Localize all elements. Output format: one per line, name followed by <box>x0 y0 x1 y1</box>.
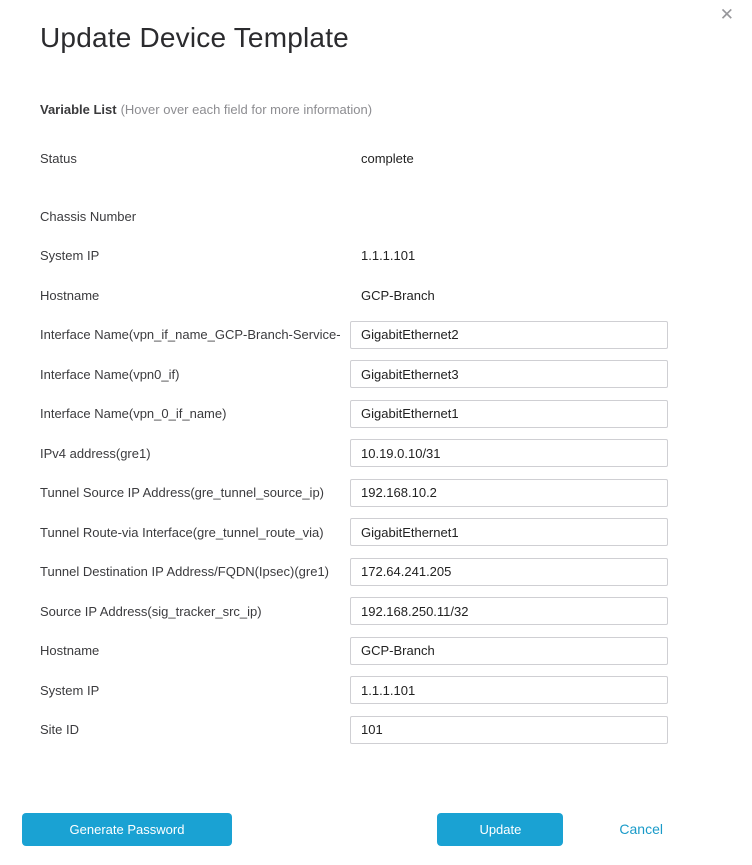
hostname-static-label: Hostname <box>40 287 100 303</box>
field-row-hostname <box>40 631 668 671</box>
gre-tunnel-source-ip-label: Tunnel Source IP Address(gre_tunnel_source_ip) <box>40 485 325 501</box>
sig-tracker-src-ip-input[interactable] <box>350 597 668 625</box>
hostname-label: Hostname <box>40 643 100 659</box>
vpn-if-name-service-input[interactable] <box>350 321 668 349</box>
page-title: Update Device Template <box>40 22 349 53</box>
field-row-sig-tracker-src-ip <box>40 592 668 632</box>
variable-list <box>40 139 668 750</box>
field-row-hostname-static <box>40 276 668 316</box>
vpn-if-name-service-label: Interface Name(vpn_if_name_GCP-Branch-Service- <box>40 327 341 343</box>
chassis-number-label: Chassis Number <box>40 208 137 224</box>
site-id-label: Site ID <box>40 722 80 738</box>
field-row-system-ip <box>40 671 668 711</box>
sig-tracker-src-ip-label: Source IP Address(sig_tracker_src_ip) <box>40 603 262 619</box>
update-button[interactable]: Update <box>437 813 563 846</box>
field-row-tunnel-destination <box>40 552 668 592</box>
vpn-0-if-name-label: Interface Name(vpn_0_if_name) <box>40 406 227 422</box>
variable-list-header <box>40 102 752 117</box>
field-row-gre-tunnel-source-ip <box>40 473 668 513</box>
gre-tunnel-route-via-label: Tunnel Route-via Interface(gre_tunnel_route_via) <box>40 524 324 540</box>
status-value: complete <box>361 151 414 167</box>
field-row-vpn-0-if-name <box>40 394 668 434</box>
variable-list-hint: (Hover over each field for more information) <box>120 102 373 117</box>
gre-tunnel-source-ip-input[interactable] <box>350 479 668 507</box>
field-row-vpn-if-name-service <box>40 315 668 355</box>
variable-list-title: Variable List <box>40 102 117 117</box>
field-row-system-ip-static <box>40 236 668 276</box>
dialog-footer <box>0 813 752 846</box>
vpn0-if-label: Interface Name(vpn0_if) <box>40 366 180 382</box>
cancel-button[interactable]: Cancel <box>619 821 663 837</box>
gre-tunnel-route-via-input[interactable] <box>350 518 668 546</box>
vpn0-if-input[interactable] <box>350 360 668 388</box>
field-row-status <box>40 139 668 179</box>
generate-password-button[interactable]: Generate Password <box>22 813 232 846</box>
field-row-chassis-number <box>40 197 668 237</box>
tunnel-destination-input[interactable] <box>350 558 668 586</box>
field-row-vpn0-if <box>40 355 668 395</box>
vpn-0-if-name-input[interactable] <box>350 400 668 428</box>
ipv4-gre1-label: IPv4 address(gre1) <box>40 445 151 461</box>
field-row-ipv4-gre1 <box>40 434 668 474</box>
hostname-input[interactable] <box>350 637 668 665</box>
system-ip-static-value: 1.1.1.101 <box>361 248 416 264</box>
tunnel-destination-label: Tunnel Destination IP Address/FQDN(Ipsec)(gre1) <box>40 564 330 580</box>
hostname-static-value: GCP-Branch <box>361 287 435 303</box>
status-label: Status <box>40 151 77 167</box>
system-ip-static-label: System IP <box>40 248 100 264</box>
field-row-gre-tunnel-route-via <box>40 513 668 553</box>
site-id-input[interactable] <box>350 716 668 744</box>
field-row-site-id <box>40 710 668 750</box>
close-icon[interactable]: ✕ <box>719 5 734 24</box>
ipv4-gre1-input[interactable] <box>350 439 668 467</box>
system-ip-label: System IP <box>40 682 100 698</box>
system-ip-input[interactable] <box>350 676 668 704</box>
